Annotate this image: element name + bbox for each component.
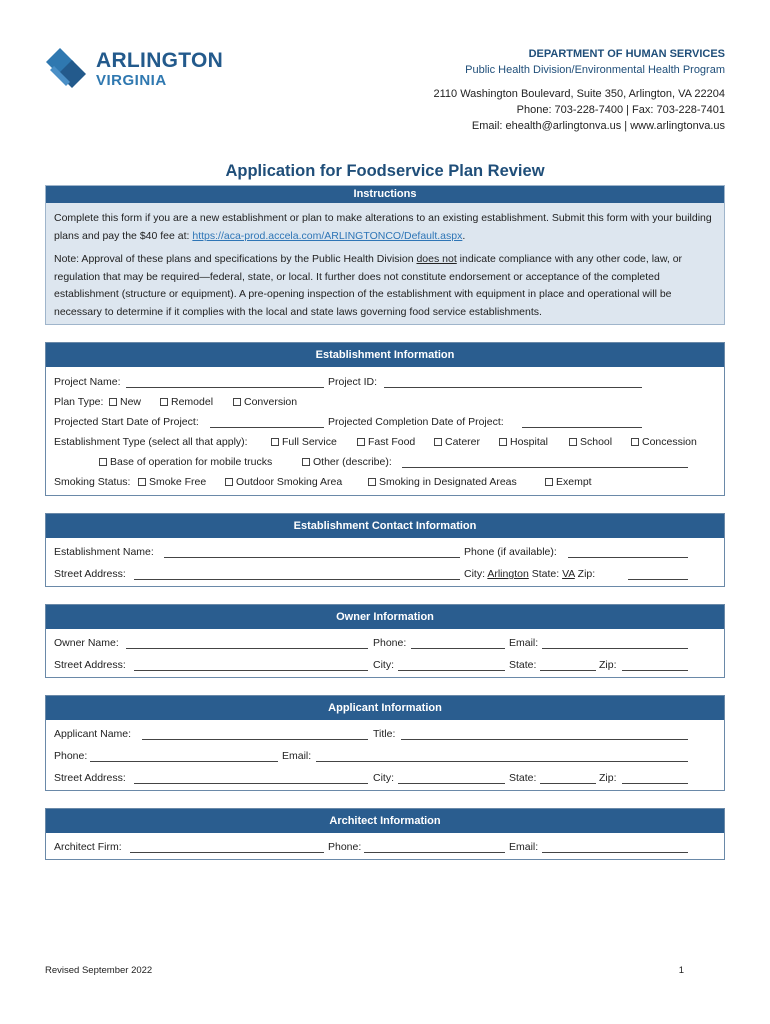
- type-base-checkbox[interactable]: Base of operation for mobile trucks: [99, 456, 272, 468]
- arlington-logo: [44, 46, 244, 96]
- start-date-label: Projected Start Date of Project:: [54, 416, 199, 428]
- contact-section: [45, 513, 725, 587]
- checkbox-icon: [99, 458, 107, 466]
- applicant-email-input[interactable]: [316, 761, 688, 762]
- applicant-city-input[interactable]: [398, 783, 505, 784]
- applicant-state-label: State:: [509, 772, 537, 784]
- smoke-exempt-checkbox[interactable]: Exempt: [545, 476, 592, 488]
- checkbox-icon: [357, 438, 365, 446]
- owner-zip-input[interactable]: [622, 670, 688, 671]
- applicant-section: [45, 695, 725, 791]
- smoke-designated-checkbox[interactable]: Smoking in Designated Areas: [368, 476, 517, 488]
- applicant-zip-input[interactable]: [622, 783, 688, 784]
- project-name-label: Project Name:: [54, 376, 121, 388]
- start-date-input[interactable]: [210, 427, 324, 428]
- architect-section: [45, 808, 725, 860]
- owner-zip-label: Zip:: [599, 659, 617, 671]
- page-title: Application for Foodservice Plan Review: [225, 162, 545, 180]
- applicant-city-label: City:: [373, 772, 394, 784]
- revision-date: Revised September 2022: [45, 965, 153, 976]
- diamond-logo-icon: [44, 46, 88, 92]
- applicant-phone-input[interactable]: [90, 761, 278, 762]
- instructions-box: [45, 185, 725, 325]
- page-number: 1: [678, 965, 684, 976]
- plan-new-checkbox[interactable]: New: [109, 396, 141, 408]
- instructions-paragraph: Complete this form if you are a new establishment or plan to make alterations to an existing establishment. Submit this form with your building plans and pay the $40 fee at: https://aca-prod.accela.com/ARLINGTONCO/Default.aspx.: [54, 212, 712, 242]
- project-name-input[interactable]: [126, 387, 324, 388]
- owner-city-label: City:: [373, 659, 394, 671]
- contact-street-label: Street Address:: [54, 568, 126, 580]
- owner-email-label: Email:: [509, 637, 539, 649]
- architect-email-input[interactable]: [542, 852, 688, 853]
- owner-phone-label: Phone:: [373, 637, 407, 649]
- checkbox-icon: [160, 398, 168, 406]
- type-caterer-checkbox[interactable]: Caterer: [434, 436, 480, 448]
- checkbox-icon: [225, 478, 233, 486]
- applicant-state-input[interactable]: [540, 783, 596, 784]
- applicant-street-label: Street Address:: [54, 772, 126, 784]
- establishment-heading: Establishment Information: [46, 343, 724, 367]
- applicant-zip-label: Zip:: [599, 772, 617, 784]
- smoke-free-checkbox[interactable]: Smoke Free: [138, 476, 206, 488]
- owner-city-input[interactable]: [398, 670, 505, 671]
- completion-date-input[interactable]: [522, 427, 642, 428]
- establishment-name-label: Establishment Name:: [54, 546, 154, 558]
- architect-email-label: Email:: [509, 841, 539, 853]
- type-other-input[interactable]: [402, 467, 688, 468]
- type-concession-checkbox[interactable]: Concession: [631, 436, 697, 448]
- owner-heading: Owner Information: [46, 605, 724, 629]
- checkbox-icon: [302, 458, 310, 466]
- establishment-section: [45, 342, 725, 496]
- header-block: [434, 46, 726, 134]
- owner-name-label: Owner Name:: [54, 637, 119, 649]
- applicant-email-label: Email:: [282, 750, 312, 762]
- contact-heading: Establishment Contact Information: [46, 514, 724, 538]
- project-id-label: Project ID:: [328, 376, 378, 388]
- contact-phone-input[interactable]: [568, 557, 688, 558]
- type-school-checkbox[interactable]: School: [569, 436, 612, 448]
- checkbox-icon: [569, 438, 577, 446]
- checkbox-icon: [138, 478, 146, 486]
- establishment-name-input[interactable]: [164, 557, 460, 558]
- owner-section: [45, 604, 725, 678]
- architect-phone-label: Phone:: [328, 841, 362, 853]
- plan-conversion-checkbox[interactable]: Conversion: [233, 396, 297, 408]
- architect-heading: Architect Information: [46, 809, 724, 833]
- contact-street-input[interactable]: [134, 579, 460, 580]
- smoking-status-label: Smoking Status:: [54, 476, 131, 488]
- checkbox-icon: [631, 438, 639, 446]
- completion-date-label: Projected Completion Date of Project:: [328, 416, 504, 428]
- owner-state-input[interactable]: [540, 670, 596, 671]
- type-other-checkbox[interactable]: Other (describe):: [302, 456, 392, 468]
- owner-phone-input[interactable]: [411, 648, 505, 649]
- department-name: DEPARTMENT OF HUMAN SERVICES: [528, 48, 725, 60]
- applicant-title-label: Title:: [373, 728, 396, 740]
- program-name: Public Health Division/Environmental Health Program: [465, 64, 725, 76]
- establishment-type-label: Establishment Type (select all that apply):: [54, 436, 248, 448]
- applicant-name-label: Applicant Name:: [54, 728, 132, 740]
- instructions-heading: Instructions: [46, 186, 724, 203]
- checkbox-icon: [233, 398, 241, 406]
- payment-link[interactable]: https://aca-prod.accela.com/ARLINGTONCO/Default.aspx: [192, 229, 463, 242]
- type-fast-food-checkbox[interactable]: Fast Food: [357, 436, 415, 448]
- architect-firm-input[interactable]: [130, 852, 324, 853]
- contact-zip-input[interactable]: [628, 579, 688, 580]
- checkbox-icon: [109, 398, 117, 406]
- contact-phone-label: Phone (if available):: [464, 546, 557, 558]
- logo-line1: ARLINGTON: [96, 49, 224, 72]
- owner-street-label: Street Address:: [54, 659, 126, 671]
- checkbox-icon: [545, 478, 553, 486]
- email-web: Email: ehealth@arlingtonva.us | www.arlingtonva.us: [471, 120, 725, 132]
- architect-firm-label: Architect Firm:: [54, 841, 122, 853]
- owner-street-input[interactable]: [134, 670, 368, 671]
- applicant-name-input[interactable]: [142, 739, 368, 740]
- smoke-outdoor-checkbox[interactable]: Outdoor Smoking Area: [225, 476, 342, 488]
- contact-city: City: Arlington State: VA Zip:: [464, 568, 596, 580]
- plan-remodel-checkbox[interactable]: Remodel: [160, 396, 213, 408]
- owner-email-input[interactable]: [542, 648, 688, 649]
- applicant-phone-label: Phone:: [54, 750, 88, 762]
- plan-type-label: Plan Type:: [54, 396, 104, 408]
- logo-line2: VIRGINIA: [96, 72, 167, 89]
- checkbox-icon: [434, 438, 442, 446]
- address: 2110 Washington Boulevard, Suite 350, Arlington, VA 22204: [433, 88, 725, 100]
- architect-phone-input[interactable]: [364, 852, 505, 853]
- checkbox-icon: [499, 438, 507, 446]
- approval-note: Note: Approval of these plans and specifications by the Public Health Division does not indicate compliance with any other code, law, or regulation that may be required—federal, state, or local. It further does not constitute endorsement or acceptance of the completed establishment (structure or equipment). A pre-opening inspection of the establishment with equipment in place and operational will be necessary to determine if it complies with the local and state laws governing food service establishments.: [54, 253, 683, 318]
- type-full-service-checkbox[interactable]: Full Service: [271, 436, 337, 448]
- project-id-input[interactable]: [384, 387, 642, 388]
- applicant-heading: Applicant Information: [46, 696, 724, 720]
- checkbox-icon: [368, 478, 376, 486]
- type-hospital-checkbox[interactable]: Hospital: [499, 436, 548, 448]
- owner-state-label: State:: [509, 659, 537, 671]
- phone-fax: Phone: 703-228-7400 | Fax: 703-228-7401: [516, 104, 725, 116]
- applicant-title-input[interactable]: [401, 739, 688, 740]
- checkbox-icon: [271, 438, 279, 446]
- owner-name-input[interactable]: [126, 648, 368, 649]
- applicant-street-input[interactable]: [134, 783, 368, 784]
